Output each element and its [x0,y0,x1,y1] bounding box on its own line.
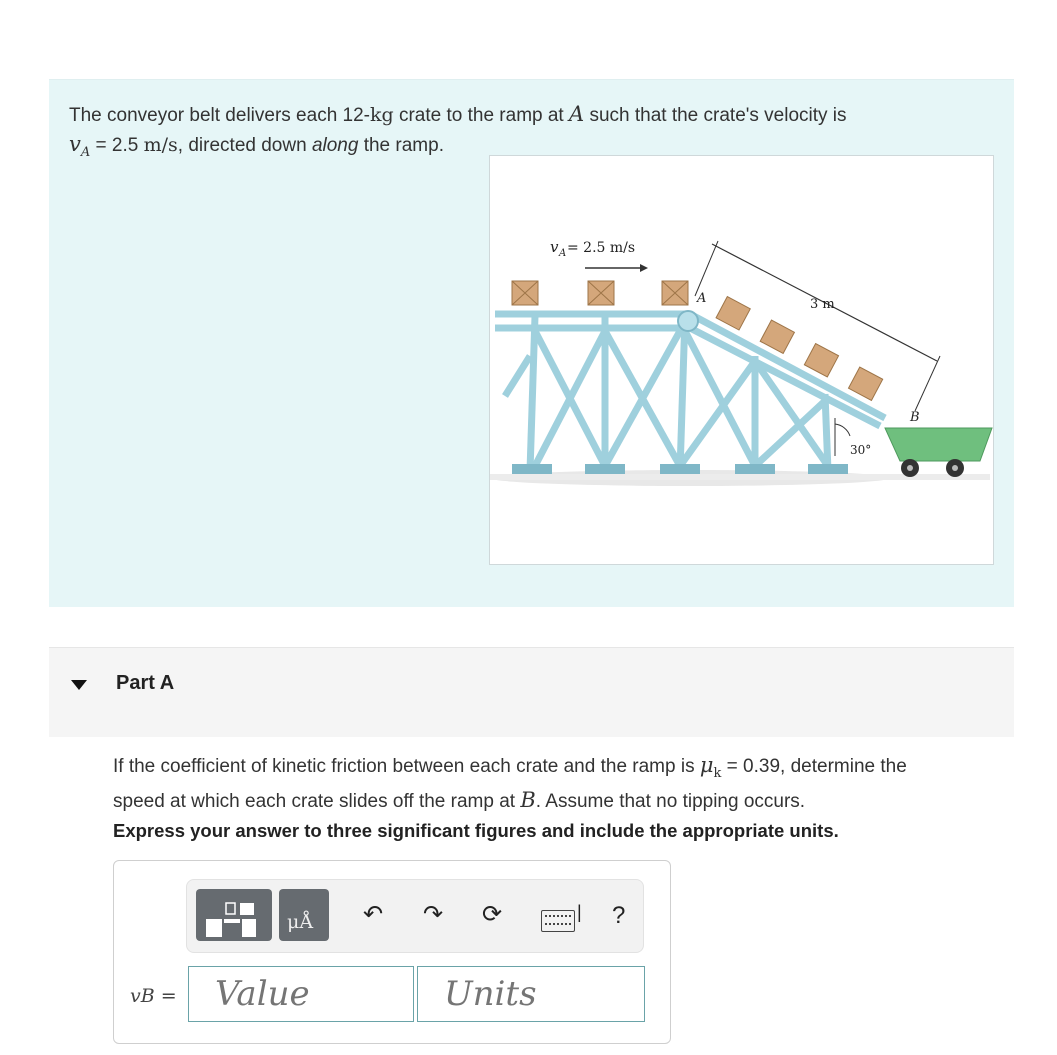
unit-kg: kg [370,104,394,126]
angle-label: 30° [850,443,872,457]
intro-text-4: , directed down [177,135,312,156]
templates-button[interactable] [196,889,272,941]
velocity-value: = 2.5 [90,135,144,156]
math-toolbar [186,879,644,953]
cart-hub-left [907,465,913,471]
answer-box [113,860,671,1044]
cart-body [885,428,992,461]
along-emphasis: along [311,135,359,156]
velocity-arrowhead [640,264,648,272]
velocity-variable: v [69,132,81,156]
conveyor-diagram [490,156,993,564]
intro-text-2: crate to the ramp at [393,105,569,126]
value-input[interactable] [188,966,414,1022]
intro-text-1: The conveyor belt delivers each 12- [69,105,370,126]
question-text-2: = 0.39, determine the [721,756,907,777]
velocity-label-var: v [550,238,559,256]
part-a-header[interactable] [49,647,1014,737]
problem-statement [49,79,1014,607]
redo-icon[interactable]: ↷ [423,901,444,928]
cart-hub-right [952,465,958,471]
pulley [678,311,698,331]
mu-symbol: μ [699,753,714,777]
reset-icon[interactable]: ⟳ [482,901,503,928]
units-button[interactable] [279,889,329,941]
question-text [113,752,993,815]
collapse-caret-icon[interactable] [71,680,87,690]
mu-subscript: k [713,765,722,781]
point-b-symbol: B [520,787,536,812]
help-button[interactable]: ? [612,902,626,929]
dimension-tick-b [915,356,940,411]
units-icon: μÅ [287,911,314,933]
templates-icon [196,889,272,941]
answer-instruction: Express your answer to three significant figures and include the appropriate units. [113,820,839,841]
conveyor-figure [489,155,994,565]
label-a: A [697,291,707,306]
truss-structure [495,314,885,471]
units-input[interactable] [417,966,645,1022]
velocity-label-sub: A [559,248,567,259]
velocity-label-value: = 2.5 m/s [567,240,636,256]
label-b: B [910,410,920,425]
velocity-unit: m/s [143,134,178,156]
velocity-subscript: A [80,144,91,160]
answer-variable-label: vB = [130,985,177,1007]
question-text-4: . Assume that no tipping occurs. [535,790,806,812]
dimension-tick-a [695,241,718,296]
separator: | [577,902,582,922]
part-title: Part A [116,672,175,694]
question-text-1: If the coefficient of kinetic friction between each crate and the ramp is [113,756,700,777]
question-text-3: speed at which each crate slides off the ramp at [113,790,521,812]
keyboard-icon[interactable] [541,910,575,932]
point-a-symbol: A [569,102,585,126]
undo-icon[interactable]: ↶ [363,901,384,928]
intro-text-5: the ramp. [358,135,444,156]
length-label: 3 m [810,297,835,312]
intro-text-3: such that the crate's velocity is [584,105,847,126]
angle-arc [835,424,850,436]
